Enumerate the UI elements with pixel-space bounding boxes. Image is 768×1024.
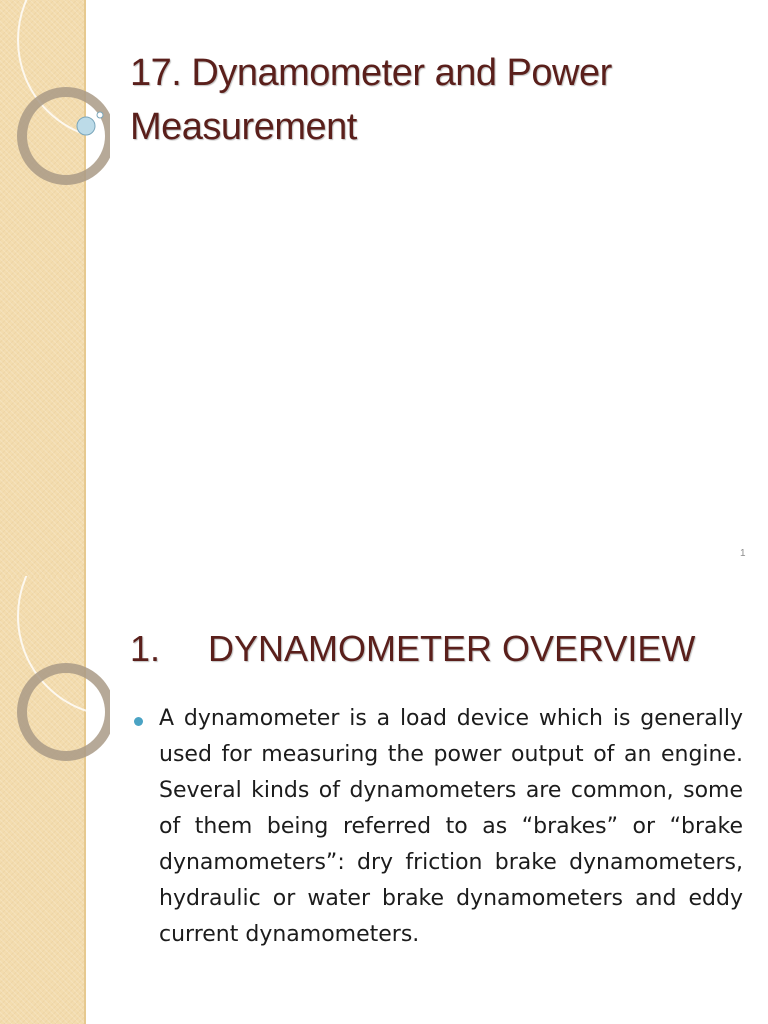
decorative-side-band	[0, 0, 86, 576]
content-slide	[0, 576, 768, 1024]
section-title	[130, 624, 750, 674]
decorative-bubble-icon	[77, 117, 95, 135]
section-number: 1.	[130, 628, 161, 669]
slide-title: 17. Dynamometer and Power Measurement	[130, 52, 612, 148]
decorative-thin-ring	[18, 0, 110, 140]
decorative-rings	[0, 0, 110, 576]
decorative-thick-ring	[22, 668, 110, 756]
bullet-text: A dynamometer is a load device which is generally used for measuring the power output of an engine. Several kinds of dynamometers are common, some of them being referred to as “brakes” or “brake dynamometers”: dry friction brake dynamometers, hydraulic or water brake dynamometers and eddy current dynamometers.	[159, 706, 743, 947]
decorative-rings	[0, 576, 110, 1024]
decorative-small-bubble-icon	[97, 112, 103, 118]
decorative-thin-ring	[18, 576, 110, 716]
bullet-icon	[134, 717, 143, 726]
decorative-thick-ring	[22, 92, 110, 180]
section-heading-text: DYNAMOMETER OVERVIEW	[208, 628, 696, 669]
page-number: 1	[740, 548, 746, 559]
decorative-side-band	[0, 576, 86, 1024]
bullet-item	[134, 701, 744, 953]
